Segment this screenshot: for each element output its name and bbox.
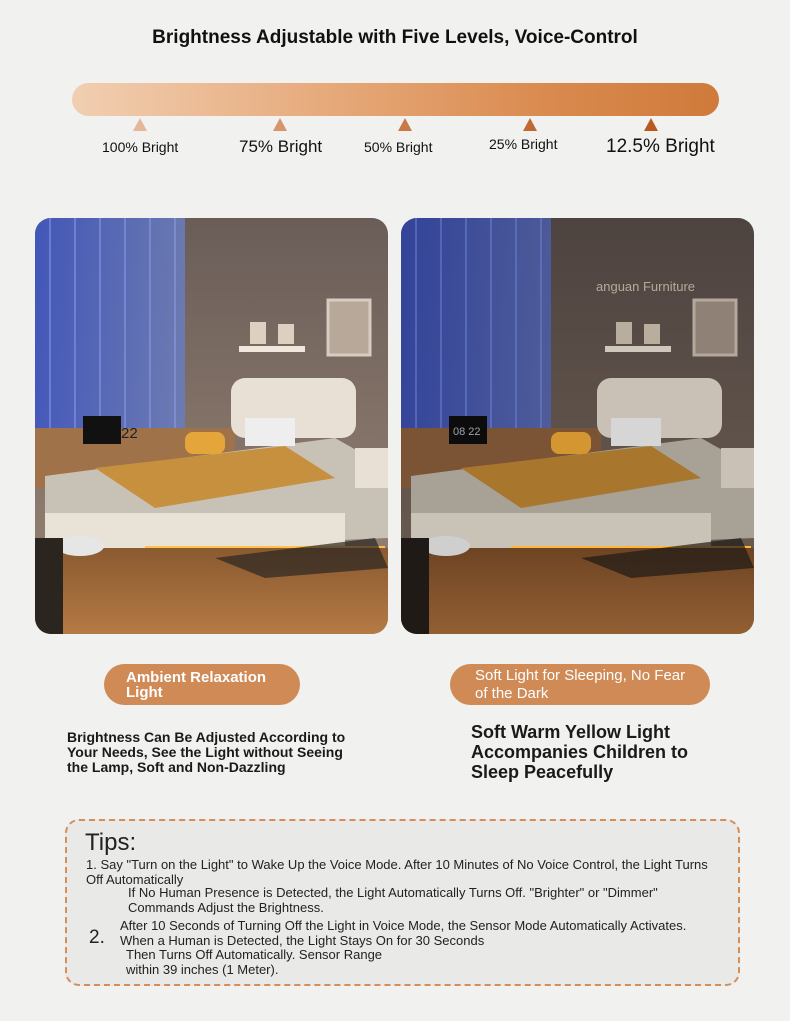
tip-2: After 10 Seconds of Turning Off the Light in Voice Mode, the Sensor Mode Automatically Activates. When a Human is Detected, the Light Stays On for 30 Seconds <box>120 918 687 948</box>
feature-pill-ambient <box>104 664 300 705</box>
brightness-gradient-bar <box>72 83 719 116</box>
tip-2-number: 2. <box>89 927 105 948</box>
page-title: Brightness Adjustable with Five Levels, Voice-Control <box>152 27 638 48</box>
feature-pill-label: Ambient Relaxation Light <box>126 669 267 701</box>
level-marker-12 <box>644 118 658 131</box>
tips-title: Tips: <box>85 829 137 856</box>
feature-description-right: Soft Warm Yellow Light Accompanies Children to Sleep Peacefully <box>471 722 689 782</box>
feature-pill-label: Soft Light for Sleeping, No Fear of the Dark <box>475 667 686 702</box>
tips-box <box>65 819 740 986</box>
feature-description-left: Brightness Can Be Adjusted According to Your Needs, See the Light without Seeing the Lamp, Soft and Non-Dazzling <box>67 729 346 775</box>
tip-2-continued: Then Turns Off Automatically. Sensor Range within 39 inches (1 Meter). <box>126 947 383 977</box>
level-label-25: 25% Bright <box>489 136 558 152</box>
level-label-12: 12.5% Bright <box>606 136 715 157</box>
level-marker-100 <box>133 118 147 131</box>
level-label-75: 75% Bright <box>239 137 323 156</box>
bedroom-photo-bright <box>35 218 388 634</box>
clock-display: 22 <box>121 425 138 442</box>
brand-watermark: anguan Furniture <box>596 279 696 294</box>
clock-display: 08 22 <box>453 426 481 438</box>
level-marker-50 <box>398 118 412 131</box>
level-marker-75 <box>273 118 287 131</box>
bedroom-photo-dim <box>401 218 754 634</box>
feature-pill-sleeping <box>450 664 710 705</box>
level-label-50: 50% Bright <box>364 139 433 155</box>
level-label-100: 100% Bright <box>102 139 179 155</box>
tip-1: 1. Say "Turn on the Light" to Wake Up the Voice Mode. After 10 Minutes of No Voice Control, the Light Turns Off Automatically <box>86 857 708 887</box>
level-marker-25 <box>523 118 537 131</box>
tip-1-continued: If No Human Presence is Detected, the Light Automatically Turns Off. "Brighter" or "Dimmer" Commands Adjust the Brightness. <box>128 885 658 915</box>
